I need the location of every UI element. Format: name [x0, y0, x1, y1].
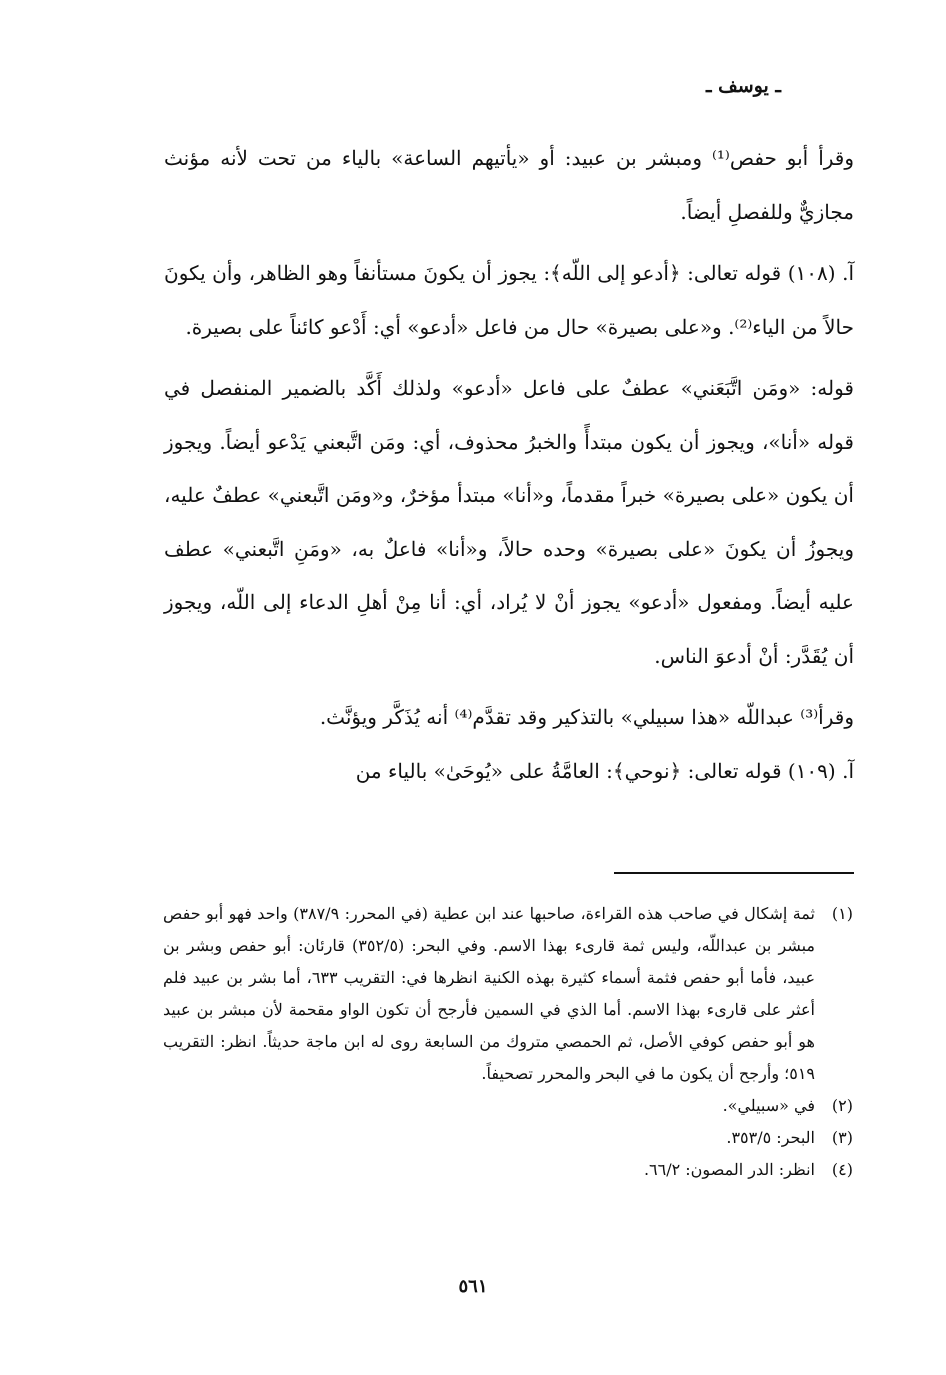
paragraph-verse-108: آ. (١٠٨) قوله تعالى: ﴿أدعو إلى اللّه﴾: يجوز أن يكونَ مستأنفاً وهو الظاهر، وأن يكونَ حالاً من الياء⁽²⁾. و«على بصيرة» حال من فاعل «أدعو» أي: أَدْعو كائناً على بصيرة. [164, 261, 854, 339]
footnote-separator [614, 872, 854, 874]
paragraph-3: قوله: «ومَن اتَّبَعَني» عطفٌ على فاعل «أدعو» ولذلك أَكَّد بالضمير المنفصل في قوله «أنا»، ويجوز أن يكون مبتدأً والخبرُ محذوف، أي: ومَن اتَّبعني يَدْعو أيضاً. ويجوز أن يكون «على بصيرة» خبراً مقدماً، و«أنا» مبتدأ مؤخرٌ، و«ومَن اتَّبعني» عطفٌ عليه، ويجوزُ أن يكونَ «على بصيرة» وحده حالاً، و«أنا» فاعلٌ به، «ومَنِ اتَّبعني» عطف عليه أيضاً. ومفعول «أدعو» يجوز أنْ لا يُراد، أي: أنا مِنْ أهلِ الدعاء إلى اللّه، ويجوز أن يُقَدَّر: أنْ أدعوَ الناس. [164, 376, 854, 668]
paragraph-1: وقرأ أبو حفص⁽¹⁾ ومبشر بن عبيد: أو «يأتيهم الساعة» بالياء من تحت لأنه مؤنث مجازيٌّ وللفصلِ أيضاً. [164, 146, 854, 224]
page-number: ٥٦١ [458, 1276, 488, 1297]
footnote-number: (٤) [831, 1160, 853, 1179]
paragraph-4: وقرأ⁽³⁾ عبداللّه «هذا سبيلي» بالتذكير وقد تقدَّم⁽⁴⁾ أنه يُذَكَّر ويؤنَّث. [319, 705, 854, 729]
footnote-text: في «سبيلي». [722, 1096, 815, 1115]
footnote-text: البحر: ٣٥٣/٥. [726, 1128, 815, 1147]
footnote-text: ثمة إشكال في صاحب هذه القراءة، صاحبها عند ابن عطية (في المحرر: ٣٨٧/٩) واحد فهو أبو حفص مبشر بن عبداللّه، وليس ثمة قارىء بهذا الاسم. وفي البحر: (٣٥٢/٥) قارئان: أبو حفص وبشر بن عبيد، فأما أبو حفص فثمة أسماء كثيرة بهذه الكنية انظرها في: التقريب ٦٣٣، أما بشر بن عبيد فلم أعثر على قارىء بهذا الاسم. أما الذي في السمين فأرجح أن تكون الواو مقحمة لأن مبشر بن عبيد هو أبو حفص كوفي الأصل، ثم الحمصي متروك من السابعة روى له ابن ماجة حديثاً. انظر: التقريب ٥١٩؛ وأرجح أن يكون ما في البحر والمحرر تصحيفاً. [163, 904, 816, 1083]
footnote [163, 1090, 853, 1122]
footnotes [163, 898, 853, 1186]
footnote [163, 1154, 853, 1186]
footnote [163, 898, 853, 1090]
paragraph-verse-109: آ. (١٠٩) قوله تعالى: ﴿نوحي﴾: العامَّةُ على «يُوحَىٰ» بالياء من [355, 758, 854, 783]
footnote [163, 1122, 853, 1154]
footnote-number: (٣) [831, 1128, 853, 1147]
footnote-number: (٢) [831, 1096, 853, 1115]
footnote-number: (١) [831, 904, 853, 923]
running-header: ـ يوسف ـ [705, 75, 781, 97]
footnote-text: انظر: الدر المصون: ٦٦/٢. [643, 1160, 815, 1179]
main-text [164, 132, 854, 798]
